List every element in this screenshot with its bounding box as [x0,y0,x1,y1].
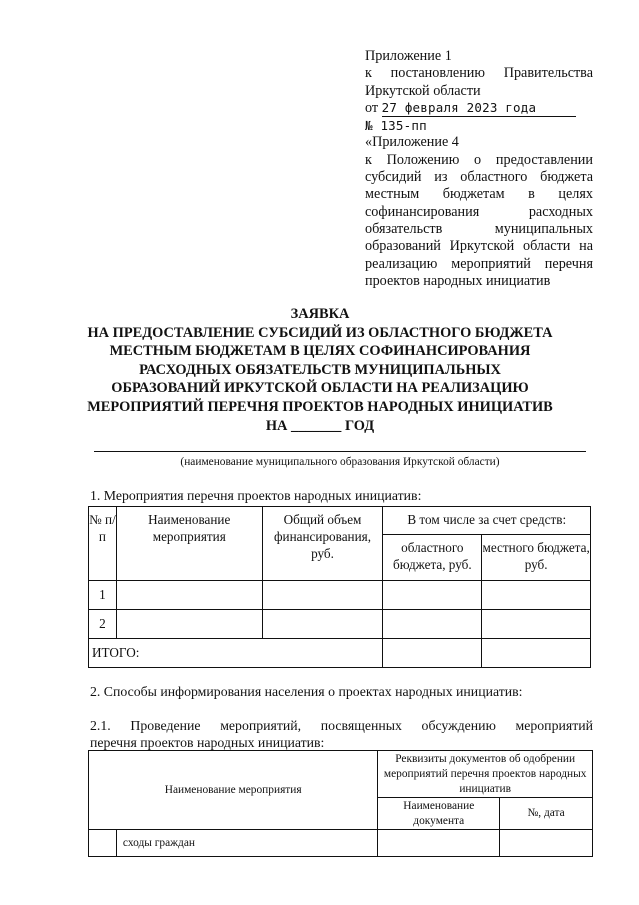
title-line: НА _______ ГОД [265,417,375,434]
date-value: 27 февраля 2023 года [381,99,537,115]
table-row [89,830,593,857]
title-line: НА ПРЕДОСТАВЛЕНИЕ СУБСИДИЙ ИЗ ОБЛАСТНОГО БЮДЖЕТА [87,324,553,341]
annex-line: реализацию мероприятий перечня [365,255,593,272]
cell-total-local[interactable] [482,639,591,668]
section21-heading [90,717,593,751]
title-line: МЕРОПРИЯТИЙ ПЕРЕЧНЯ ПРОЕКТОВ НАРОДНЫХ ИНИЦИАТИВ [87,398,553,415]
cell-total[interactable] [262,581,383,610]
events-table [88,506,591,668]
annex-line: проектов народных инициатив [365,272,551,289]
mo-caption: (наименование муниципального образования Иркутской области) [180,456,500,468]
document-title [60,305,580,435]
total-row [89,639,591,668]
cell-local[interactable] [482,610,591,639]
annex-date-line [365,100,593,117]
header-name: Наименование мероприятия [116,507,262,581]
date-prefix: от [365,99,379,116]
row-number: 2 [89,610,117,639]
annex-line: к постановлению Правительства [365,65,593,82]
annex-line: обязательств муниципальных [365,220,593,237]
header-regional: областного бюджета, руб. [383,535,482,581]
cell-total-regional[interactable] [383,639,482,668]
annex-line: к Положению о предоставлении [365,151,593,168]
title-line: ОБРАЗОВАНИЙ ИРКУТСКОЙ ОБЛАСТИ НА РЕАЛИЗАЦИЮ [111,380,529,397]
section21-line: перечня проектов народных инициатив: [90,735,325,750]
annex-line: образований Иркутской области на [365,238,593,255]
table-row [89,581,591,610]
cell-local[interactable] [482,581,591,610]
cell-num[interactable] [89,830,117,857]
annex-line: софинансирования расходных [365,203,593,220]
total-label: ИТОГО: [89,639,383,668]
cell-name[interactable] [116,581,262,610]
cell-event: сходы граждан [116,830,377,857]
annex-line: местным бюджетам в целях [365,186,593,203]
date-field [382,100,576,117]
section21-line: 2.1. Проведение мероприятий, посвященных обсуждению мероприятий [90,718,593,733]
title-line: РАСХОДНЫХ ОБЯЗАТЕЛЬСТВ МУНИЦИПАЛЬНЫХ [139,361,501,378]
header-doc-num: №, дата [500,798,593,830]
header-local: местного бюджета, руб. [482,535,591,581]
header-doc-name: Наименование документа [378,798,500,830]
section2-heading: 2. Способы информирования населения о проектах народных инициатив: [90,684,523,699]
cell-doc-num[interactable] [500,830,593,857]
annex-line: «Приложение 4 [365,134,459,151]
header-event: Наименование мероприятия [89,751,378,830]
annex-line: Иркутской области [365,82,481,99]
header-requisites: Реквизиты документов об одобрении мероприятий перечня проектов народных инициатив [378,751,593,798]
header-sources: В том числе за счет средств: [383,507,591,535]
row-number: 1 [89,581,117,610]
section1-heading: 1. Мероприятия перечня проектов народных инициатив: [90,488,422,503]
annex-line: субсидий из областного бюджета [365,169,593,186]
mo-name-field[interactable] [94,451,586,452]
cell-doc-name[interactable] [378,830,500,857]
cell-name[interactable] [116,610,262,639]
cell-regional[interactable] [383,610,482,639]
annex-block [365,48,593,290]
discussion-table [88,750,593,857]
header-total: Общий объем финансирования, руб. [262,507,383,581]
cell-regional[interactable] [383,581,482,610]
annex-line: Приложение 1 [365,48,452,64]
number-value: № 135-пп [365,118,427,134]
cell-total[interactable] [262,610,383,639]
table-row [89,610,591,639]
title-line: ЗАЯВКА [290,306,350,322]
title-line: МЕСТНЫМ БЮДЖЕТАМ В ЦЕЛЯХ СОФИНАНСИРОВАНИЯ [109,343,531,360]
header-num: № п/п [89,507,117,581]
